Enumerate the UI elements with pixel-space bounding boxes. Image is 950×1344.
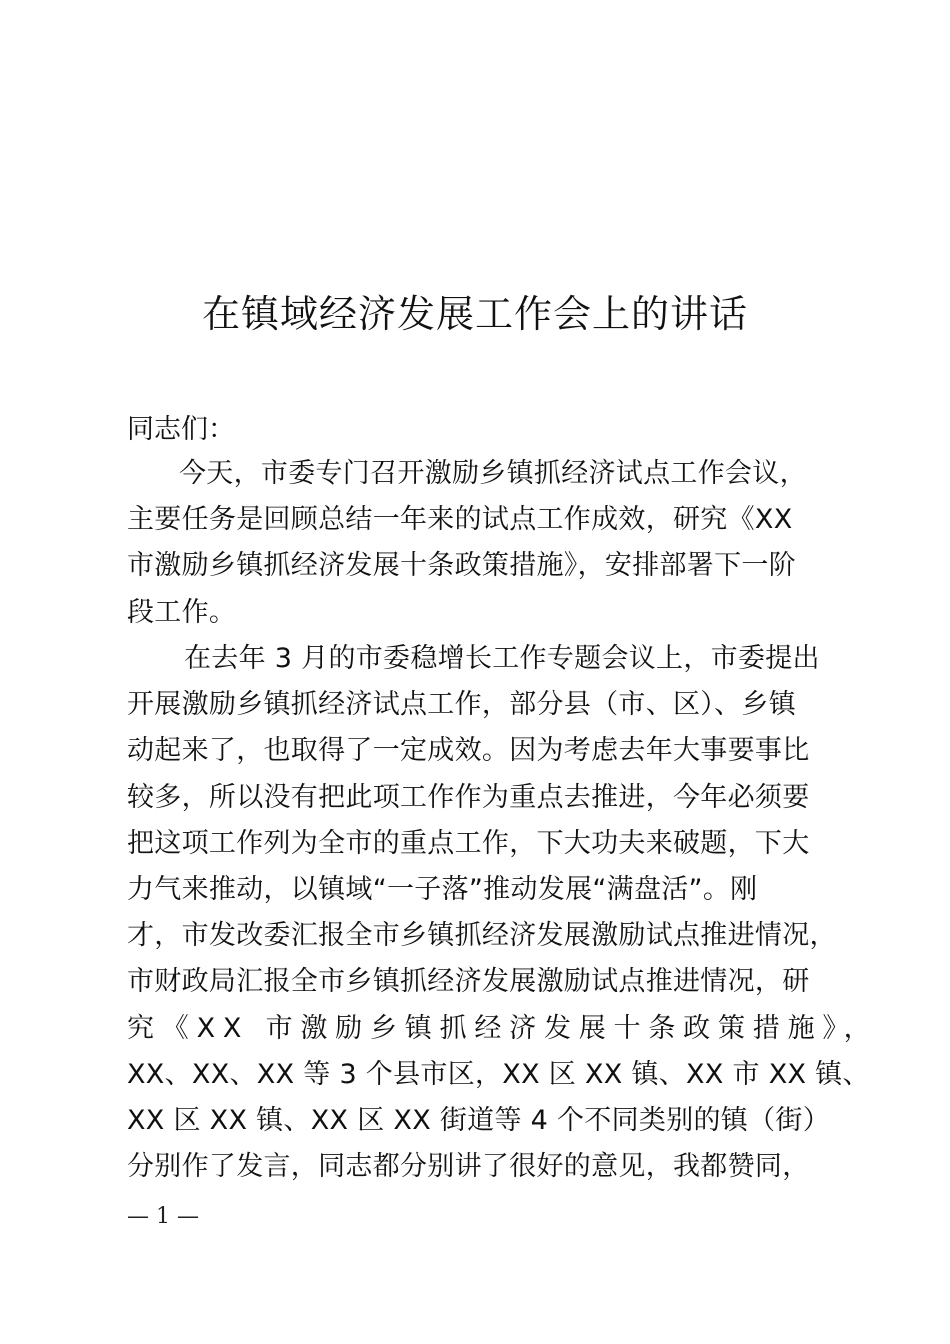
paragraph-line: 动起来了，也取得了一定成效。因为考虑去年大事要事比	[127, 735, 810, 767]
paragraph-line: XX 区 XX 镇、XX 区 XX 街道等 4 个不同类别的镇（街）	[127, 1104, 831, 1136]
paragraph-line: 市财政局汇报全市乡镇抓经济发展激励试点推进情况，研	[127, 966, 810, 998]
paragraph-line: 今天，市委专门召开激励乡镇抓经济试点工作会议，	[179, 458, 807, 489]
paragraph-line: 究《XX 市激励乡镇抓经济发展十条政策措施》，	[127, 1012, 879, 1044]
paragraph-line: 段工作。	[127, 596, 237, 628]
paragraph-2	[127, 636, 878, 1190]
paragraph-1	[127, 451, 807, 636]
paragraph-line: 在去年 3 月的市委稳增长工作专题会议上，市委提出	[184, 643, 820, 674]
paragraph-line: 主要任务是回顾总结一年来的试点工作成效，研究《XX	[127, 504, 793, 536]
paragraph-line: 把这项工作列为全市的重点工作，下大功夫来破题，下大	[127, 827, 810, 859]
paragraph-line: 力气来推动，以镇域“一子落”推动发展“满盘活”。刚	[127, 873, 758, 905]
paragraph-line: 才，市发改委汇报全市乡镇抓经济发展激励试点推进情况，	[127, 920, 837, 952]
salutation: 同志们：	[127, 414, 235, 445]
document-title: 在镇域经济发展工作会上的讲话	[201, 292, 748, 336]
paragraph-line: 较多，所以没有把此项工作作为重点去推进，今年必须要	[127, 781, 810, 813]
paragraph-line: 市激励乡镇抓经济发展十条政策措施》，安排部署下一阶	[127, 550, 796, 582]
paragraph-line: XX、XX、XX 等 3 个县市区，XX 区 XX 镇、XX 市 XX 镇、	[127, 1058, 870, 1090]
page-number: — 1 —	[127, 1204, 199, 1229]
paragraph-line: 分别作了发言，同志都分别讲了很好的意见，我都赞同，	[127, 1151, 810, 1183]
paragraph-line: 开展激励乡镇抓经济试点工作，部分县（市、区）、乡镇	[127, 689, 796, 721]
